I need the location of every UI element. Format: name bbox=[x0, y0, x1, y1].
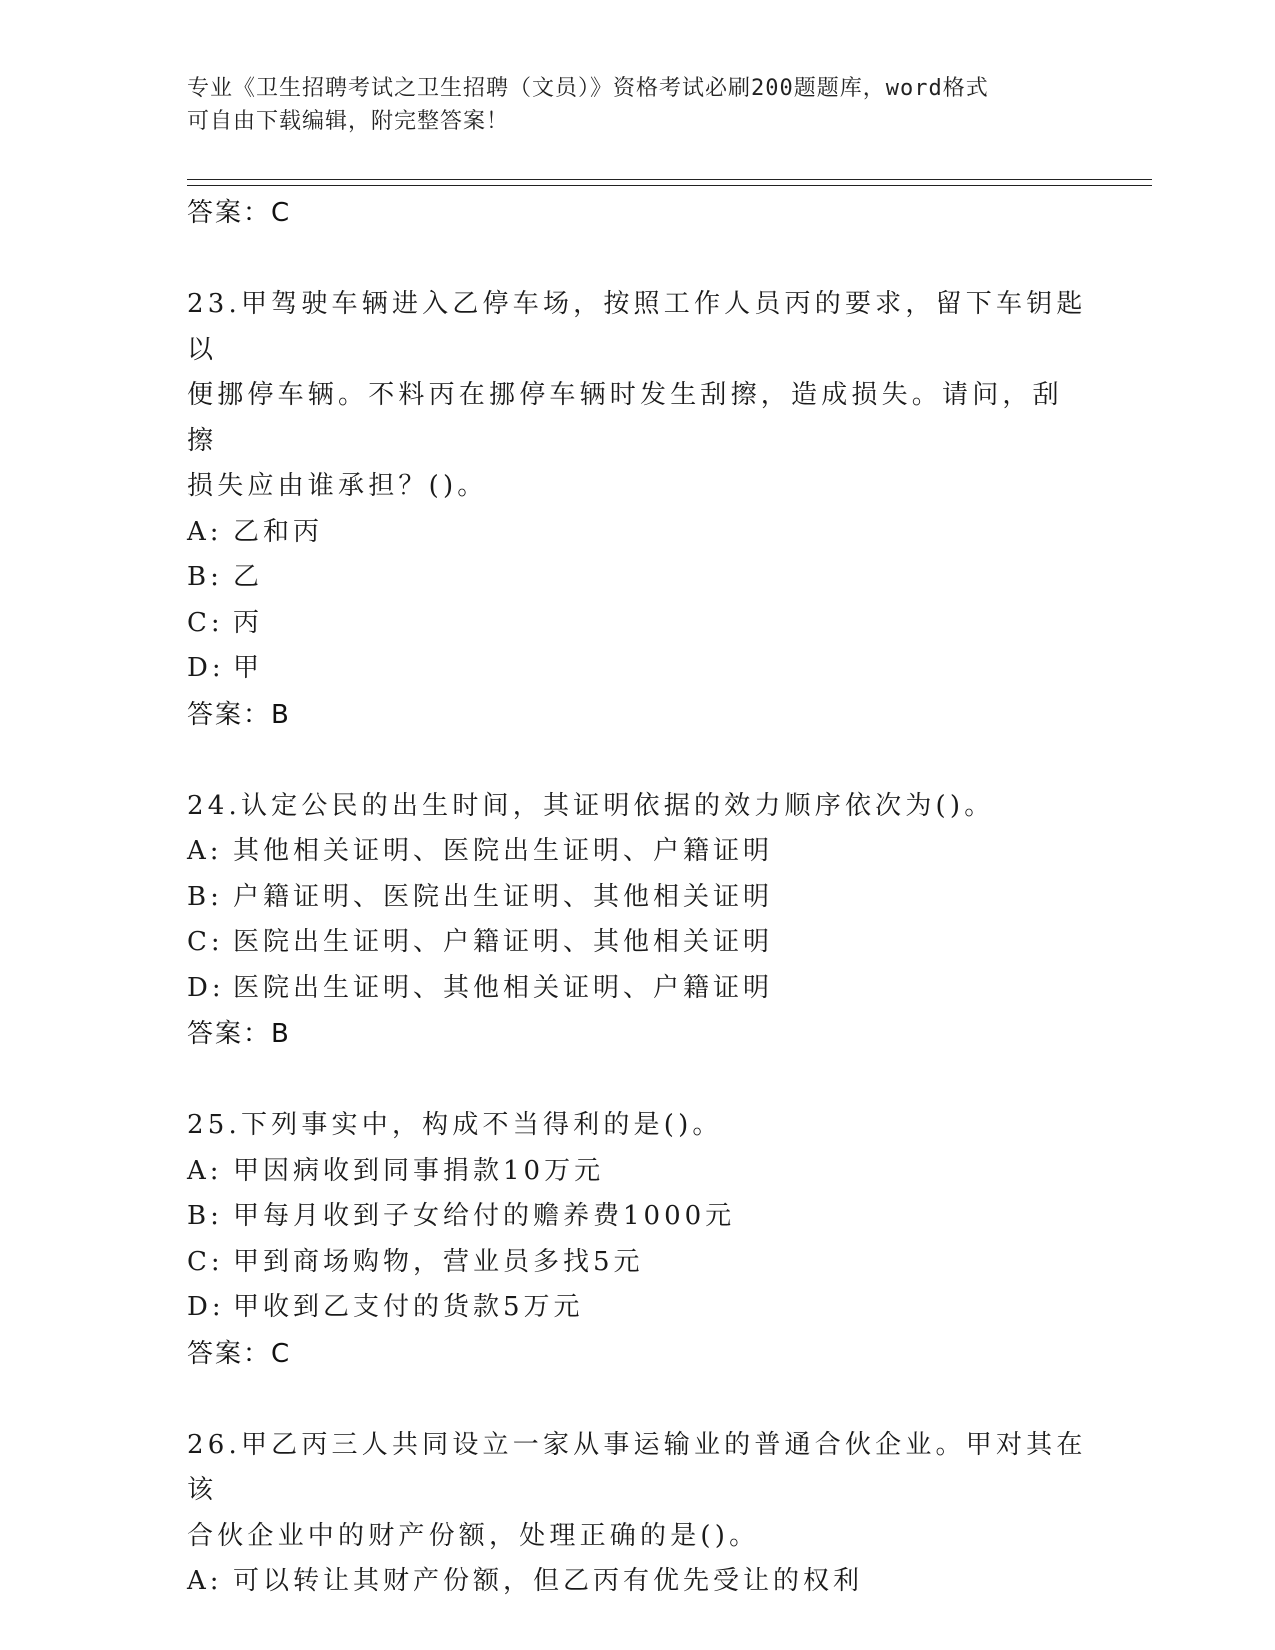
option-c bbox=[187, 1240, 1087, 1286]
option-c bbox=[187, 601, 1087, 647]
answer-line: 答案：B bbox=[187, 699, 291, 730]
option-key: A: bbox=[187, 1155, 223, 1186]
answer-line: 答案：C bbox=[187, 1338, 292, 1369]
question-line: 24.认定公民的出生时间，其证明依据的效力顺序依次为()。 bbox=[187, 790, 995, 821]
question-line: 合伙企业中的财产份额，处理正确的是()。 bbox=[187, 1520, 760, 1551]
option-key: B: bbox=[187, 1201, 223, 1231]
question-line: 26.甲乙丙三人共同设立一家从事运输业的普通合伙企业。甲对其在该 bbox=[187, 1429, 1087, 1505]
question-text bbox=[187, 1423, 1087, 1560]
option-d bbox=[187, 646, 1087, 692]
answer-line: 答案：C bbox=[187, 198, 292, 228]
question-text bbox=[187, 1103, 1087, 1149]
option-key: C: bbox=[187, 607, 224, 638]
option-key: A: bbox=[187, 516, 223, 547]
page-header bbox=[187, 72, 1087, 138]
option-text: 乙和丙 bbox=[233, 516, 324, 547]
header-line-1: 专业《卫生招聘考试之卫生招聘（文员）》资格考试必刷200题题库，word格式 bbox=[187, 76, 989, 101]
option-text: 医院出生证明、其他相关证明、户籍证明 bbox=[233, 972, 774, 1003]
option-key: C: bbox=[187, 927, 224, 957]
option-text: 丙 bbox=[233, 607, 264, 638]
option-text: 可以转让其财产份额，但乙丙有优先受让的权利 bbox=[233, 1566, 864, 1596]
option-a bbox=[187, 1559, 1087, 1605]
option-text: 甲因病收到同事捐款10万元 bbox=[233, 1155, 605, 1186]
question-block bbox=[187, 1423, 1087, 1605]
option-text: 甲 bbox=[233, 653, 264, 683]
option-key: B: bbox=[187, 881, 223, 912]
question-list bbox=[187, 190, 1087, 1605]
question-block bbox=[187, 1103, 1087, 1377]
option-key: B: bbox=[187, 562, 223, 592]
question-block bbox=[187, 282, 1087, 738]
question-block bbox=[187, 784, 1087, 1058]
option-a bbox=[187, 829, 1087, 875]
option-b bbox=[187, 875, 1087, 921]
option-d bbox=[187, 966, 1087, 1012]
option-key: A: bbox=[187, 836, 223, 866]
question-line: 损失应由谁承担？()。 bbox=[187, 471, 488, 501]
question-text bbox=[187, 282, 1087, 510]
option-text: 户籍证明、医院出生证明、其他相关证明 bbox=[233, 881, 774, 912]
option-text: 医院出生证明、户籍证明、其他相关证明 bbox=[233, 927, 774, 957]
option-key: A: bbox=[187, 1566, 223, 1596]
option-a bbox=[187, 1149, 1087, 1195]
option-text: 其他相关证明、医院出生证明、户籍证明 bbox=[233, 836, 774, 866]
question-line: 便挪停车辆。不料丙在挪停车辆时发生刮擦，造成损失。请问，刮擦 bbox=[187, 380, 1063, 456]
option-text: 甲到商场购物，营业员多找5元 bbox=[233, 1246, 644, 1277]
option-key: D: bbox=[187, 1292, 225, 1322]
option-text: 乙 bbox=[233, 562, 264, 592]
option-c bbox=[187, 920, 1087, 966]
answer-line: 答案：B bbox=[187, 1019, 291, 1049]
option-text: 甲每月收到子女给付的赡养费1000元 bbox=[233, 1201, 736, 1231]
header-line-2: 可自由下载编辑，附完整答案！ bbox=[187, 109, 510, 134]
option-key: C: bbox=[187, 1246, 224, 1277]
option-b bbox=[187, 555, 1087, 601]
question-line: 23.甲驾驶车辆进入乙停车场，按照工作人员丙的要求，留下车钥匙以 bbox=[187, 289, 1087, 365]
option-a bbox=[187, 510, 1087, 556]
question-text bbox=[187, 784, 1087, 830]
option-key: D: bbox=[187, 972, 225, 1003]
option-text: 甲收到乙支付的货款5万元 bbox=[233, 1292, 584, 1322]
option-b bbox=[187, 1194, 1087, 1240]
option-d bbox=[187, 1285, 1087, 1331]
header-double-rule bbox=[187, 179, 1152, 186]
option-key: D: bbox=[187, 653, 225, 683]
question-line: 25.下列事实中，构成不当得利的是()。 bbox=[187, 1110, 723, 1140]
